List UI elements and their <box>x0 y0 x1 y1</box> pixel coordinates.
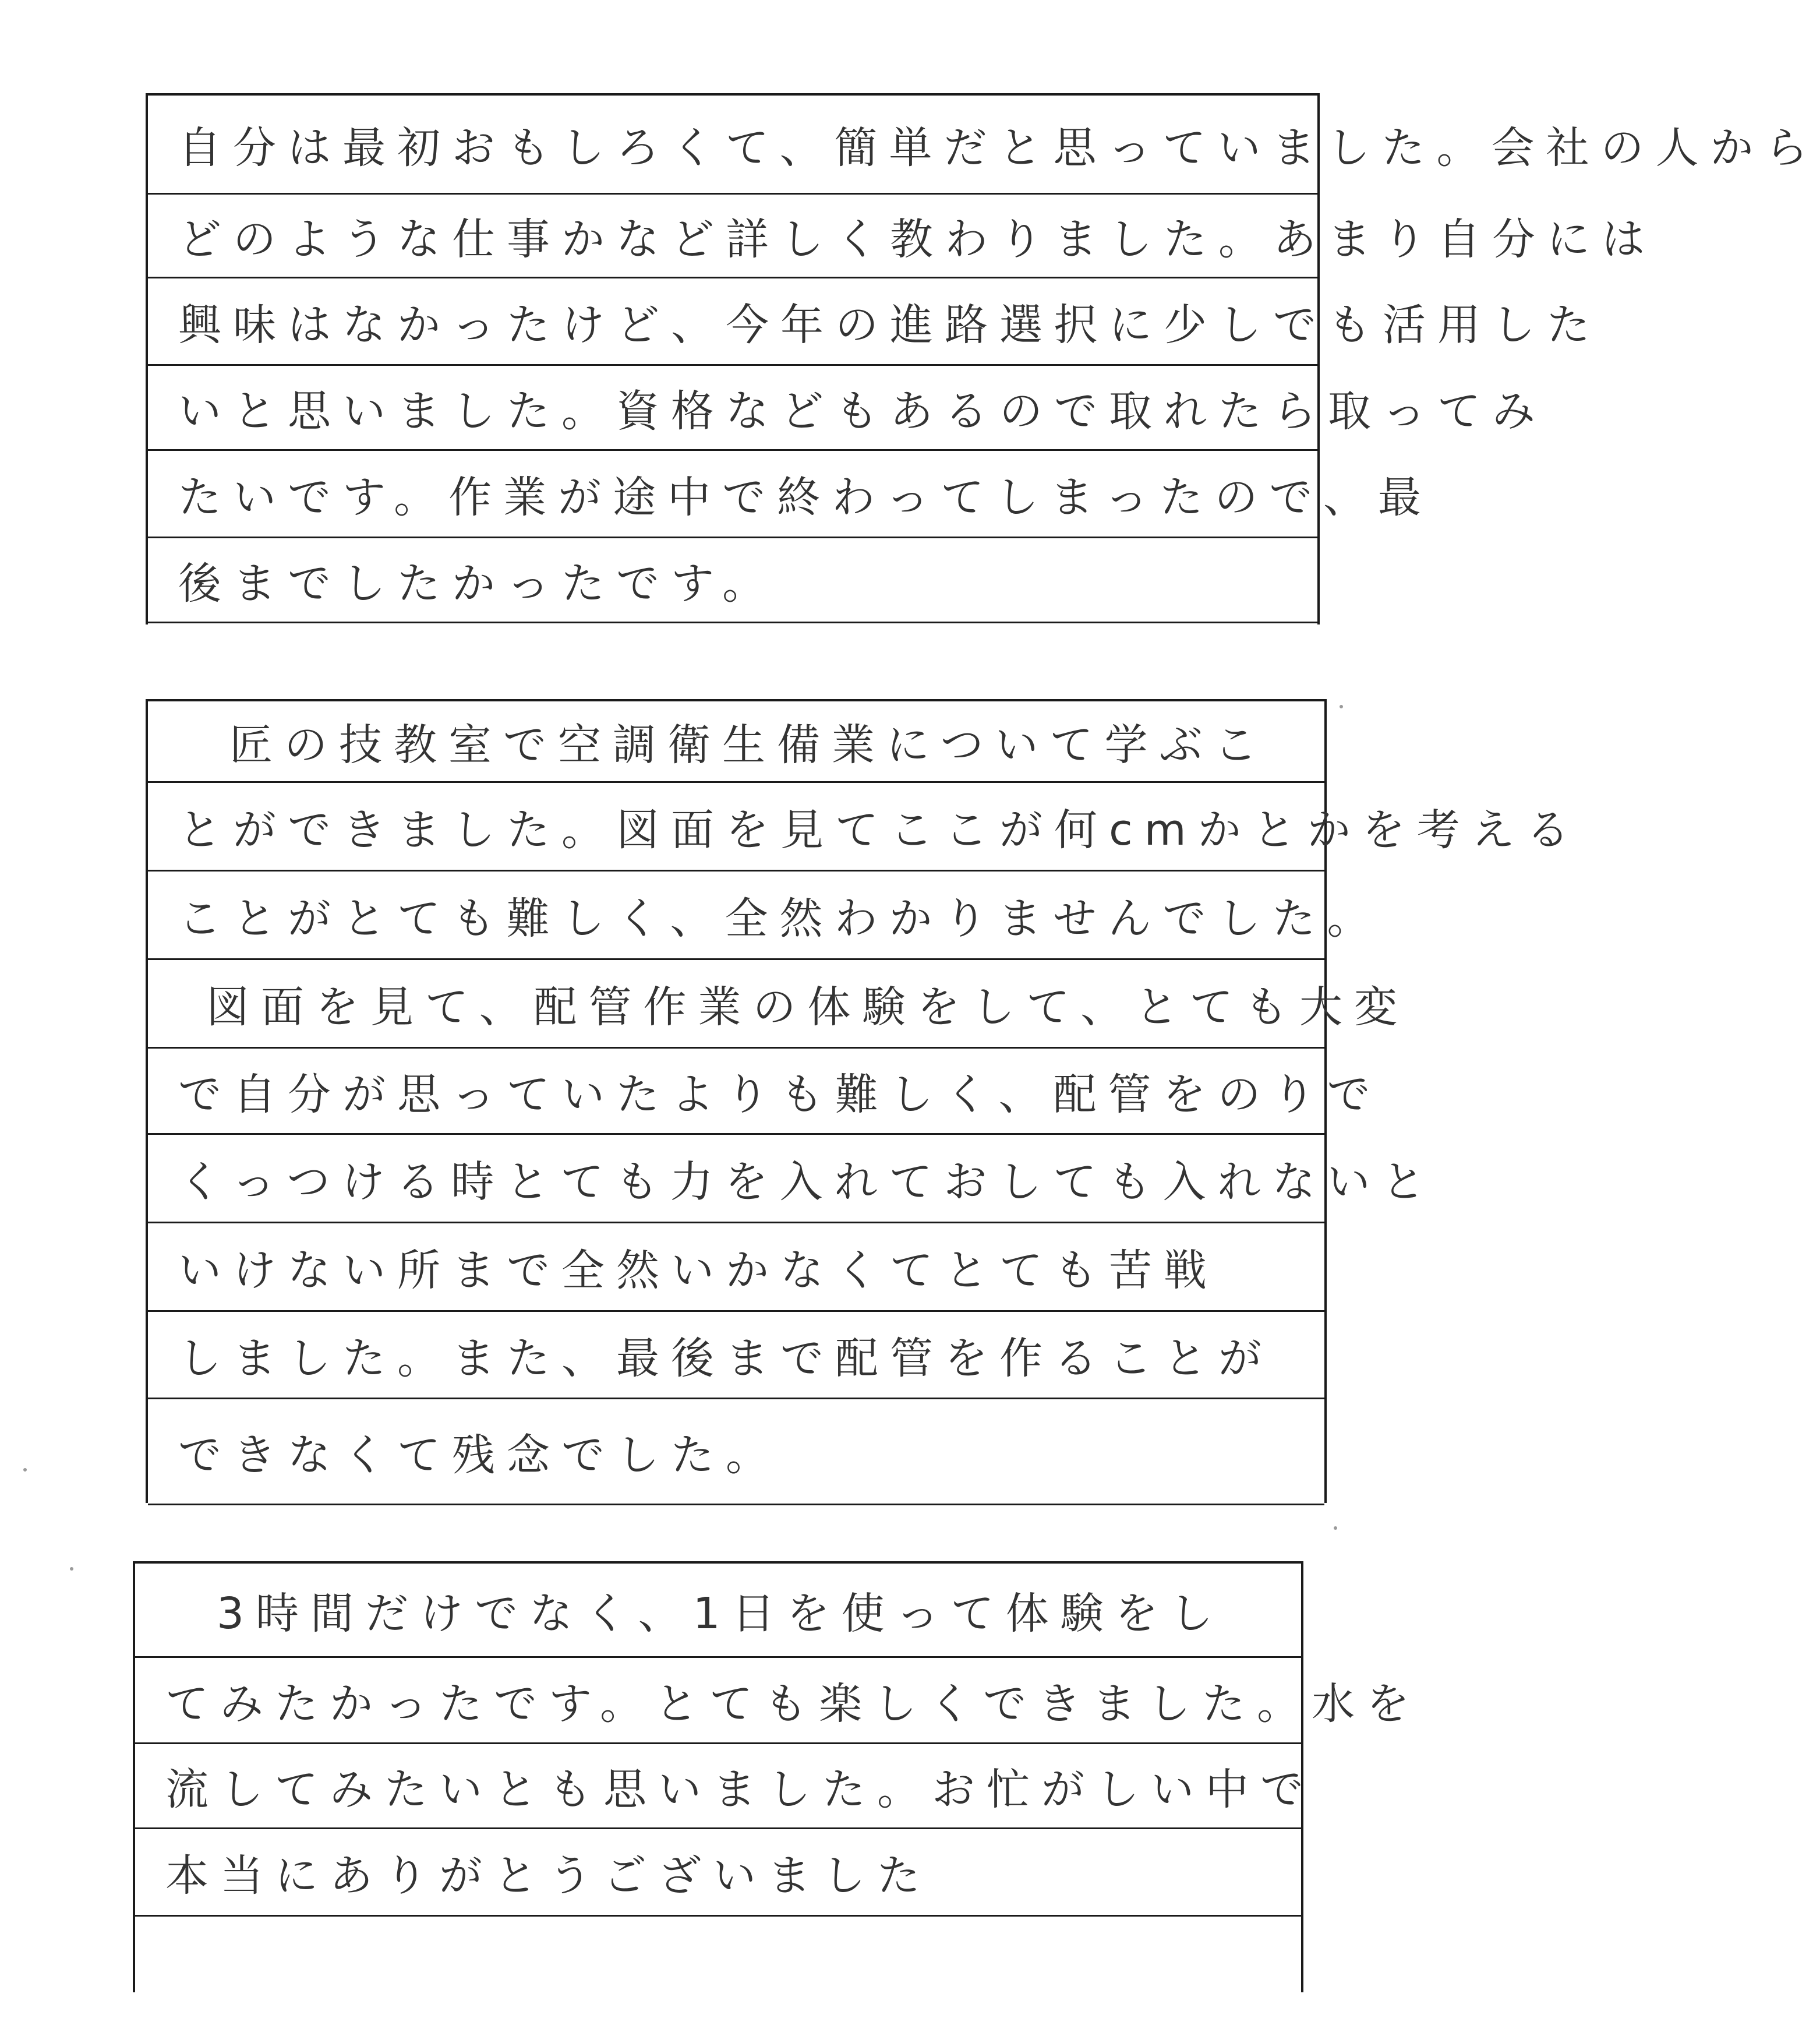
ruled-line <box>148 96 1820 195</box>
scan-speck <box>23 1468 27 1472</box>
ruled-line <box>148 1049 1382 1135</box>
handwritten-line: 後までしたかったです。 <box>178 558 778 609</box>
ruled-line <box>148 871 1382 960</box>
ruled-line <box>148 195 1656 278</box>
handwritten-line: 流してみたいとも思いました。お忙がしい中で <box>165 1764 1315 1815</box>
ruled-line <box>148 538 1317 623</box>
ruled-line <box>148 1399 1324 1505</box>
ruled-line <box>148 701 1324 783</box>
ruled-line <box>135 1564 1301 1658</box>
paragraph-box-3 <box>133 1561 1422 1992</box>
ruled-line <box>135 1744 1315 1829</box>
ruled-line <box>135 1829 1301 1917</box>
handwritten-line: どのような仕事かなど詳しく教わりました。あまり自分には <box>178 214 1656 264</box>
handwritten-line: 自分は最初おもしろくて、簡単だと思っていました。会社の人から <box>178 122 1820 173</box>
handwritten-line: できなくて残念でした。 <box>178 1430 780 1480</box>
handwritten-line: 匠の技教室で空調衛生備業について学ぶこ <box>229 719 1269 770</box>
ruled-line <box>148 783 1581 871</box>
scan-speck <box>70 1567 73 1571</box>
paragraph-box-1 <box>146 93 1820 624</box>
handwritten-line: ことがとても難しく、全然わかりませんでした。 <box>178 893 1382 944</box>
scan-speck <box>1340 705 1343 708</box>
handwritten-line: とができました。図面を見てここが何cmかとかを考える <box>178 805 1581 855</box>
handwritten-line: たいです。作業が途中で終わってしまったので、最 <box>178 472 1433 523</box>
handwritten-line: くっつける時とても力を入れておしても入れないと <box>178 1156 1437 1207</box>
ruled-line <box>135 1658 1422 1744</box>
ruled-line <box>148 366 1547 451</box>
handwritten-line: いけない所まで全然いかなくてとても苦戦 <box>178 1245 1218 1296</box>
handwritten-line: 3時間だけでなく、1日を使って体験をし <box>217 1588 1225 1639</box>
scan-speck <box>1334 1526 1337 1530</box>
handwritten-line: 図面を見て、配管作業の体験をして、とても大変 <box>206 982 1409 1032</box>
handwritten-line: てみたかったです。とても楽しくできました。水を <box>165 1678 1422 1729</box>
paragraph-box-2 <box>146 699 1581 1503</box>
ruled-line <box>148 960 1409 1049</box>
ruled-line <box>148 278 1602 366</box>
handwritten-line: で自分が思っていたよりも難しく、配管をのりで <box>178 1069 1382 1120</box>
ruled-line <box>148 1223 1324 1312</box>
handwritten-line: しました。また、最後まで配管を作ることが <box>178 1333 1273 1384</box>
ruled-line <box>148 1135 1437 1223</box>
handwritten-line: 興味はなかったけど、今年の進路選択に少しでも活用した <box>178 299 1602 350</box>
handwritten-line: 本当にありがとうございました <box>165 1850 932 1901</box>
ruled-line <box>148 1312 1324 1399</box>
ruled-line <box>148 451 1433 538</box>
handwritten-line: いと思いました。資格などもあるので取れたら取ってみ <box>178 386 1547 436</box>
